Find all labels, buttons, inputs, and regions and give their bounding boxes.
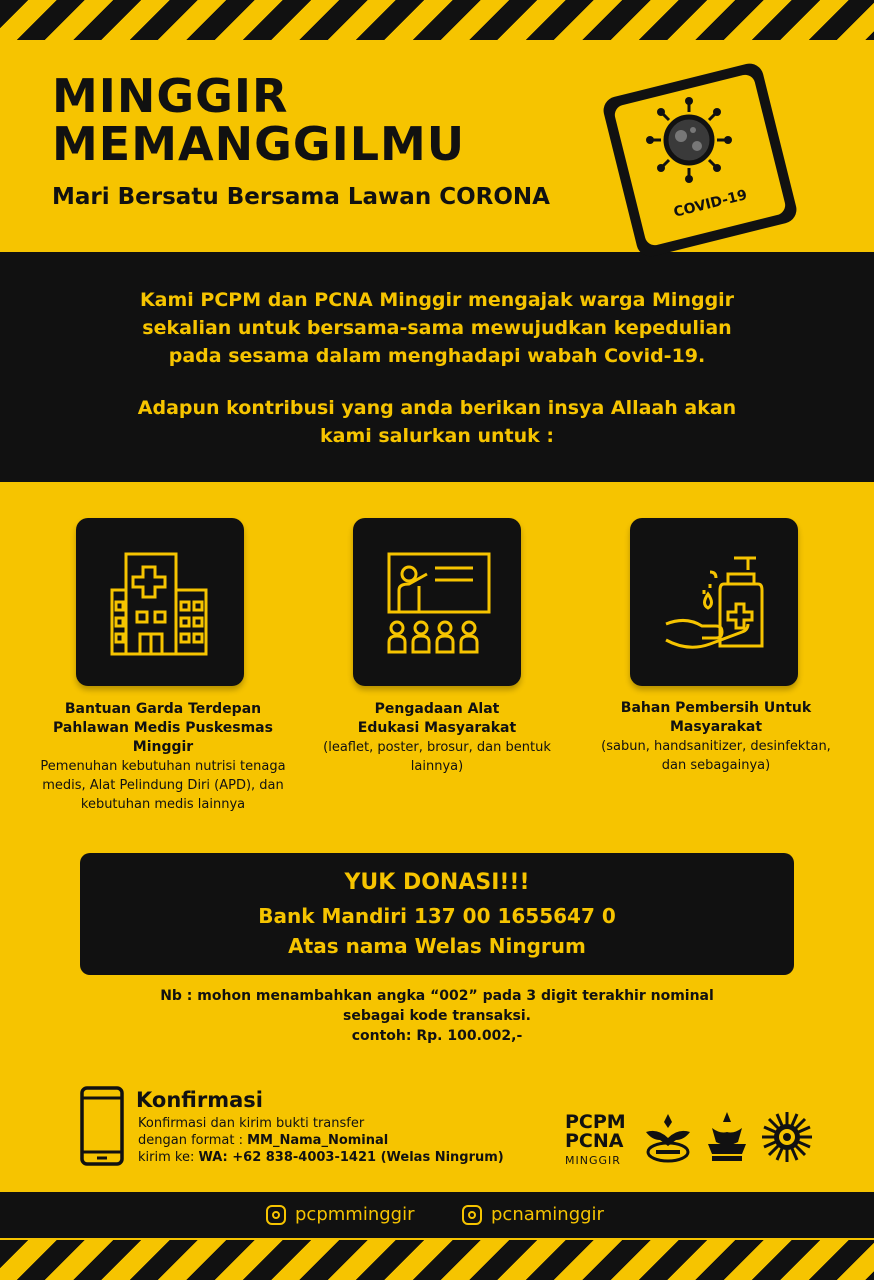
instagram-handle-pcpm: pcpmminggir: [295, 1204, 415, 1225]
donation-note-line-3: contoh: Rp. 100.002,-: [351, 1028, 523, 1044]
donation-note-line-1: Nb : mohon menambahkan angka “002” pada 3 digit terakhir nominal: [160, 988, 714, 1004]
footer-band: [0, 1192, 874, 1238]
card-medical-caption: [38, 700, 288, 814]
pemuda-muhammadiyah-logo-icon: [638, 1108, 698, 1168]
confirmation-contact: WA: +62 838-4003-1421 (Welas Ningrum): [198, 1150, 504, 1165]
card-education-caption: [312, 700, 562, 776]
card-medical-desc: Pemenuhan kebutuhan nutrisi tenaga medis, Alat Pelindung Diri (APD), dan kebutuhan medis lainnya: [40, 759, 286, 812]
card-education: [353, 518, 521, 686]
card-education-desc: (leaflet, poster, brosur, dan bentuk lainnya): [323, 740, 551, 774]
page-title: [52, 69, 466, 171]
org-line-1: PCPM: [565, 1111, 626, 1133]
intro-line-3: pada sesama dalam menghadapi wabah Covid-19.: [168, 345, 706, 367]
donation-account-name: Atas nama Welas Ningrum: [288, 934, 586, 958]
covid-sign-label: COVID-19: [672, 187, 749, 221]
instagram-handle-pcna: pcnaminggir: [491, 1204, 604, 1225]
confirmation-format-label: dengan format :: [138, 1133, 248, 1148]
card-sanitizer-title: Bahan Pembersih Untuk Masyarakat: [620, 700, 812, 735]
org-name: [565, 1113, 626, 1170]
intro-line-5: kami salurkan untuk :: [319, 425, 555, 447]
donation-note-line-2: sebagai kode transaksi.: [343, 1008, 531, 1024]
card-education-title: Pengadaan Alat Edukasi Masyarakat: [357, 701, 517, 736]
hand-sanitizer-icon: [644, 532, 784, 672]
instagram-icon: [266, 1205, 286, 1225]
intro-band: [0, 252, 874, 482]
hazard-stripes-top: [0, 0, 874, 40]
card-sanitizer-desc: (sabun, handsanitizer, desinfektan, dan sebagainya): [601, 739, 831, 773]
donation-box: [80, 853, 794, 975]
confirmation-text: [138, 1115, 504, 1166]
org-line-2: PCNA: [565, 1130, 624, 1152]
phone-icon: [80, 1086, 124, 1166]
instagram-link-pcpm[interactable]: [266, 1204, 414, 1225]
card-sanitizer: [630, 518, 798, 686]
teacher-board-icon: [367, 532, 507, 672]
instagram-icon: [462, 1205, 482, 1225]
card-medical: [76, 518, 244, 686]
donation-bank-account: Bank Mandiri 137 00 1655647 0: [258, 904, 616, 928]
title-line-1: MINGGIR: [52, 69, 289, 123]
confirmation-send-label: kirim ke:: [138, 1150, 199, 1165]
card-sanitizer-caption: [591, 699, 841, 775]
card-medical-title: Bantuan Garda Terdepan Pahlawan Medis Puskesmas Minggir: [53, 701, 273, 755]
instagram-link-pcna[interactable]: [462, 1204, 604, 1225]
page-subtitle: Mari Bersatu Bersama Lawan CORONA: [52, 184, 550, 210]
donation-note: [80, 986, 794, 1046]
virus-icon: [646, 97, 732, 183]
donation-heading: YUK DONASI!!!: [344, 870, 530, 895]
nasyiatul-aisyiyah-logo-icon: [702, 1108, 752, 1168]
confirmation-title: Konfirmasi: [136, 1088, 263, 1112]
title-line-2: MEMANGGILMU: [52, 117, 466, 171]
intro-line-4: Adapun kontribusi yang anda berikan insya Allaah akan: [137, 397, 737, 419]
muhammadiyah-sun-logo-icon: [760, 1110, 814, 1164]
covid-warning-sign-icon: [575, 40, 825, 280]
hazard-stripes-bottom: [0, 1240, 874, 1280]
intro-line-2: sekalian untuk bersama-sama mewujudkan kepedulian: [142, 317, 732, 339]
confirmation-line-1: Konfirmasi dan kirim bukti transfer: [138, 1116, 365, 1131]
org-line-3: MINGGIR: [565, 1154, 621, 1167]
confirmation-format: MM_Nama_Nominal: [247, 1133, 389, 1148]
hospital-icon: [90, 532, 230, 672]
intro-line-1: Kami PCPM dan PCNA Minggir mengajak warga Minggir: [139, 289, 735, 311]
